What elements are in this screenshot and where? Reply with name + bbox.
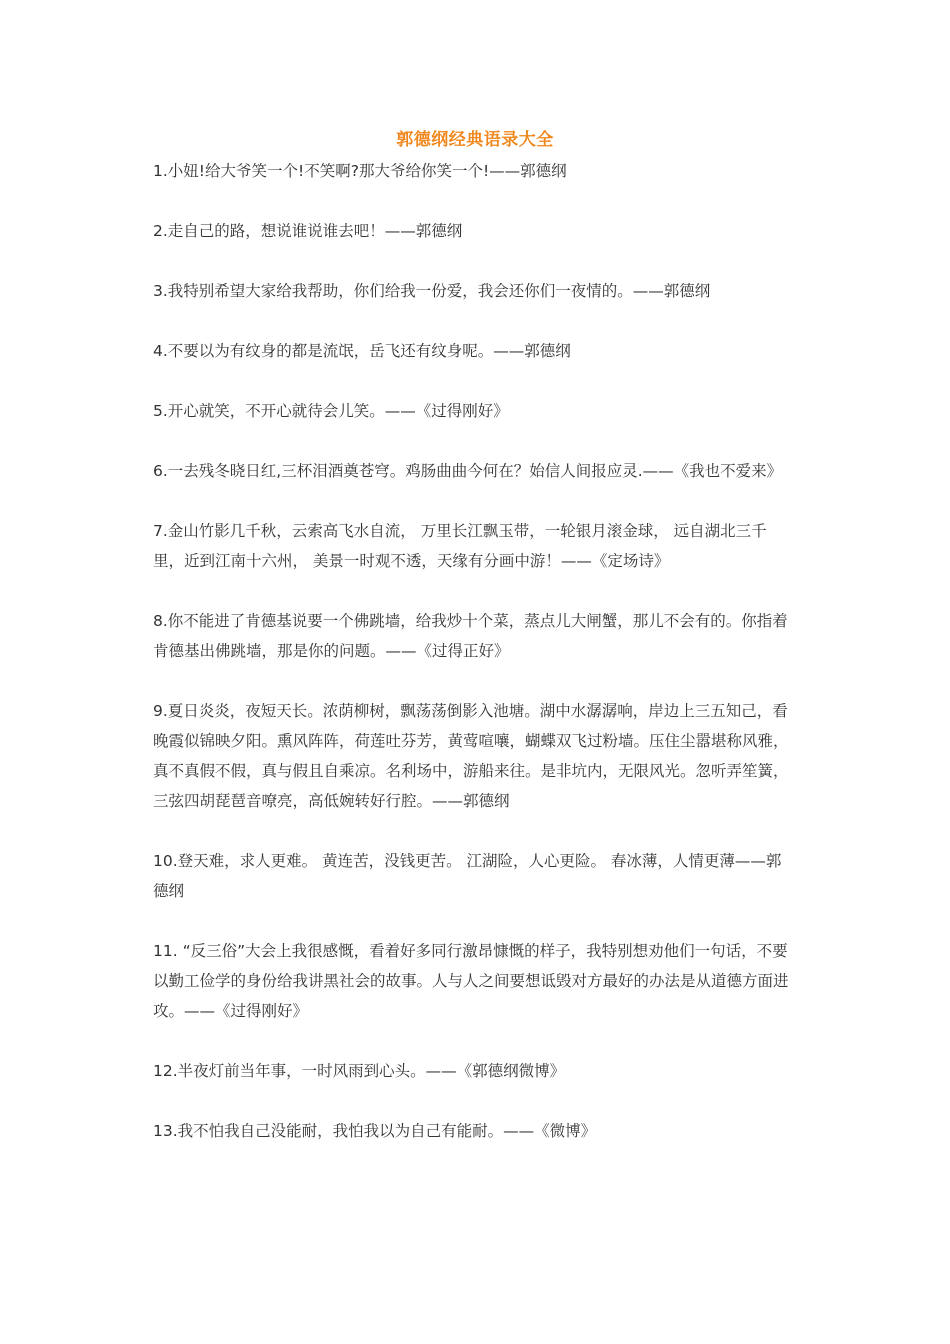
document-title: 郭德纲经典语录大全 — [396, 130, 554, 150]
quote-item: 5.开心就笑，不开心就待会儿笑。——《过得刚好》 — [153, 402, 509, 420]
quote-item: 2.走自己的路，想说谁说谁去吧！——郭德纲 — [153, 222, 463, 240]
quote-item: 7.金山竹影几千秋，云索高飞水自流， 万里长江飘玉带，一轮银月滚金球， 远自湖北三千里，近到江南十六州， 美景一时观不透，天缘有分画中游！——《定场诗》 — [153, 522, 767, 570]
quote-list — [153, 156, 793, 1176]
quote-item: 13.我不怕我自己没能耐，我怕我以为自己有能耐。——《微博》 — [153, 1122, 597, 1140]
quote-item: 6.一去残冬晓日红,三杯泪酒奠苍穹。鸡肠曲曲今何在？始信人间报应灵.——《我也不爱来》 — [153, 462, 783, 480]
quote-item: 3.我特别希望大家给我帮助，你们给我一份爱，我会还你们一夜情的。——郭德纲 — [153, 282, 711, 300]
quote-item: 4.不要以为有纹身的都是流氓，岳飞还有纹身呢。——郭德纲 — [153, 342, 571, 360]
quote-item: 11. “反三俗”大会上我很感慨，看着好多同行激昂慷慨的样子，我特别想劝他们一句话，不要以勤工俭学的身份给我讲黑社会的故事。人与人之间要想诋毁对方最好的办法是从道德方面进攻。——《过得刚好》 — [153, 942, 789, 1020]
quote-item: 9.夏日炎炎，夜短天长。浓荫柳树，飘荡荡倒影入池塘。湖中水潺潺响，岸边上三五知己，看晚霞似锦映夕阳。熏风阵阵，荷莲吐芬芳，黄莺喧嚷，蝴蝶双飞过粉墙。压住尘嚣堪称风雅，真不真假不假，真与假且自乘凉。名利场中，游船来往。是非坑内，无限风光。忽听弄笙簧，三弦四胡琵琶音嘹亮，高低婉转好行腔。——郭德纲 — [153, 702, 789, 810]
quote-item: 10.登天难，求人更难。 黄连苦，没钱更苦。 江湖险，人心更险。 春冰薄，人情更薄——郭德纲 — [153, 852, 782, 900]
quote-item: 12.半夜灯前当年事，一时风雨到心头。——《郭德纲微博》 — [153, 1062, 566, 1080]
quote-item: 8.你不能进了肯德基说要一个佛跳墙，给我炒十个菜，蒸点儿大闸蟹，那儿不会有的。你指着肯德基出佛跳墙，那是你的问题。——《过得正好》 — [153, 612, 788, 660]
quote-item: 1.小妞!给大爷笑一个!不笑啊?那大爷给你笑一个!——郭德纲 — [153, 162, 567, 180]
